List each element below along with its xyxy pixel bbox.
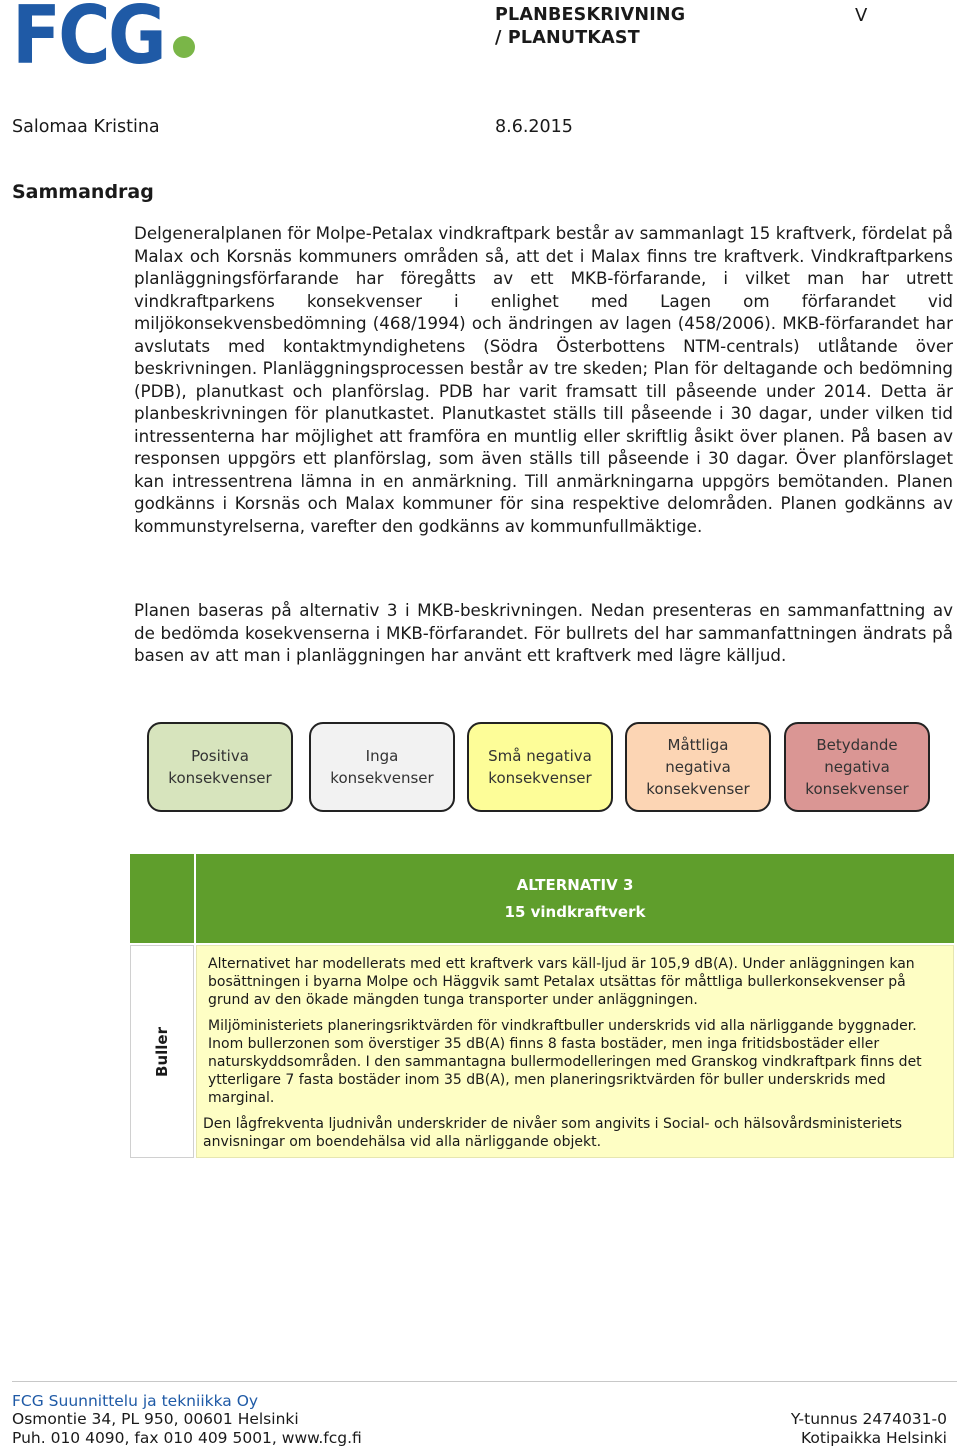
document-code: V	[855, 5, 868, 26]
author: Salomaa Kristina	[12, 117, 160, 137]
table-cell-paragraph-2: Miljöministeriets planeringsriktvärden för vindkraftbuller underskrids vid alla närliggande byggnader. Inom bullerzonen som överstiger 35 dB(A) finns 8 fasta bostäder, men inga fritidsbostäder eller naturskyddsområden. I den sammantagna bullermodelleringen med Granskog vindkraftpark finns det ytterligare 7 fasta bostäder inom 35 dB(A), men planeringsriktvärden för buller underskrids med marginal.	[208, 1018, 922, 1106]
footer-company: FCG Suunnittelu ja tekniikka Oy	[12, 1392, 259, 1410]
legend-moderate-negative-line3: konsekvenser	[646, 780, 750, 798]
fcg-logo	[12, 2, 202, 68]
footer-business-id: Y-tunnus 2474031-0	[790, 1410, 947, 1428]
legend-positive-line1: Positiva	[191, 747, 249, 765]
legend-none	[309, 722, 455, 812]
legend-small-negative-line1: Små negativa	[488, 747, 592, 765]
table-header	[196, 854, 954, 943]
legend-significant-negative-line3: konsekvenser	[805, 780, 909, 798]
assessment-table	[129, 853, 955, 1159]
table-header-turbines: 15 vindkraftverk	[504, 902, 646, 921]
footer-contact	[12, 1410, 362, 1448]
legend-significant-negative-line1: Betydande	[816, 736, 898, 754]
table-row-label: Buller	[153, 1026, 171, 1077]
logo-text: FCG	[12, 2, 164, 68]
document-title-line1: PLANBESKRIVNING	[495, 5, 686, 25]
legend-significant-negative-line2: negativa	[824, 758, 890, 776]
legend-moderate-negative-line1: Måttliga	[667, 736, 729, 754]
legend-moderate-negative	[625, 722, 771, 812]
section-heading: Sammandrag	[12, 181, 154, 203]
table-header-alternative: ALTERNATIV 3	[516, 875, 634, 894]
consequence-legend	[147, 722, 935, 814]
footer-registration	[791, 1410, 947, 1448]
summary-paragraph-2: Planen baseras på alternativ 3 i MKB-beskrivningen. Nedan presenteras en sammanfattning av de bedömda kosekvenserna i MKB-förfarandet. För bullrets del har sammanfattningen ändrats på basen av att man i planläggningen har använt ett kraftverk med lägre källjud.	[134, 600, 953, 665]
table-cell-paragraph-3: Den lågfrekventa ljudnivån underskrider de nivåer som angivits i Social- och hälsovårdsministeriets anvisningar om boendehälsa vid alla närliggande objekt.	[203, 1116, 903, 1150]
footer-domicile: Kotipaikka Helsinki	[801, 1429, 947, 1447]
table-header-corner	[130, 854, 194, 943]
legend-none-line1: Inga	[365, 747, 399, 765]
document-title-line2: / PLANUTKAST	[495, 28, 640, 48]
table-cell	[196, 945, 954, 1158]
footer-divider	[12, 1381, 957, 1382]
legend-moderate-negative-line2: negativa	[665, 758, 731, 776]
legend-small-negative	[467, 722, 613, 812]
logo-dot-icon	[173, 36, 195, 58]
document-title	[495, 4, 685, 50]
summary-paragraph-1: Delgeneralplanen för Molpe-Petalax vindkraftpark består av sammanlagt 15 kraftverk, fördelat på Malax och Korsnäs kommuners områden så, att det i Malax finns tre kraftverk. Vindkraftparkens planläggningsförfarande har föregåtts av ett MKB-förfarande, i vilket man har utrett vindkraftparkens konsekvenser i enlighet med Lagen om förfarandet vid miljökonsekvensbedömning (468/1994) och ändringen av lagen (458/2006). MKB-förfarandet har avslutats med kontaktmyndighetens (Södra Österbottens NTM-centrals) utlåtande över beskrivningen. Planläggningsprocessen består av tre skeden; Plan för deltagande och bedömning (PDB), planutkast och planförslag. PDB har varit framsatt till påseende under 2014. Detta är planbeskrivningen för planutkastet. Planutkastet ställs till påseende i 30 dagar, under vilken tid intressenterna har möjlighet att framföra en muntlig eller skriftlig åsikt över planen. På basen av responsen uppgörs ett planförslag, som även ställs till påseende i 30 dagar. Över planförslaget kan intressentrena lämna in en anmärkning. Till anmärkningarna uppgörs bemötanden. Planen godkänns i Korsnäs och Malax kommuner för sina respektive delområden. Planen godkänns av kommunstyrelserna, varefter den godkänns av kommunfullmäktige.	[134, 223, 953, 536]
legend-positive	[147, 722, 293, 812]
legend-none-line2: konsekvenser	[330, 769, 434, 787]
footer-phone: Puh. 010 4090, fax 010 409 5001, www.fcg.fi	[12, 1429, 362, 1447]
footer-address: Osmontie 34, PL 950, 00601 Helsinki	[12, 1410, 299, 1428]
legend-small-negative-line2: konsekvenser	[488, 769, 592, 787]
document-date: 8.6.2015	[495, 117, 573, 137]
table-cell-paragraph-1: Alternativet har modellerats med ett kraftverk vars käll-ljud är 105,9 dB(A). Under anläggningen kan bosättningen i byarna Molpe och Häggvik samt Petalax utsättas för måttliga bullerkonsekvenser på grund av den ökade mängden tunga transporter under anläggningen.	[208, 956, 915, 1008]
table-row-header	[130, 945, 194, 1158]
legend-positive-line2: konsekvenser	[168, 769, 272, 787]
legend-significant-negative	[784, 722, 930, 812]
